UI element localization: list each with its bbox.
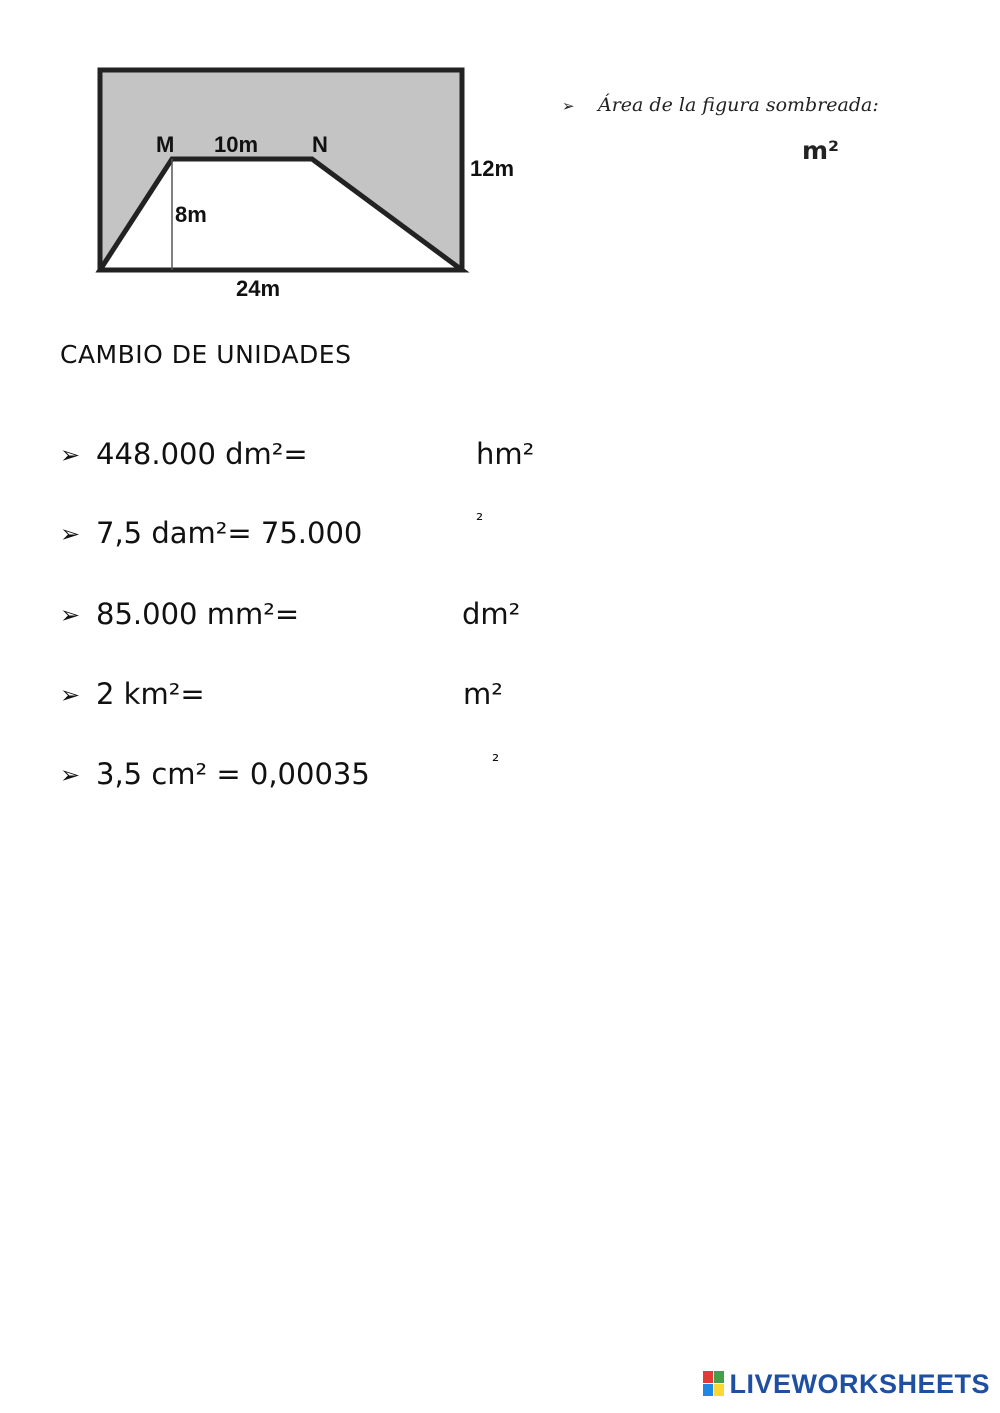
exercise-item — [60, 677, 660, 721]
arrow-bullet-icon: ➢ — [60, 520, 81, 548]
exercise-unit: dm² — [462, 597, 521, 631]
logo-square-blue — [703, 1384, 713, 1396]
logo-square-yellow — [714, 1384, 724, 1396]
label-side: 12m — [470, 156, 515, 181]
logo-text: LIVEWORKSHEETS — [729, 1368, 990, 1399]
label-top-base: 10m — [214, 132, 259, 157]
exercise-expression: 85.000 mm²= — [96, 597, 300, 631]
label-n: N — [312, 132, 328, 157]
arrow-bullet-icon: ➢ — [60, 761, 81, 789]
exercise-expression: 2 km²= — [96, 677, 205, 711]
liveworksheets-logo[interactable] — [703, 1369, 990, 1399]
label-height: 8m — [175, 202, 207, 227]
exercise-item — [60, 597, 660, 641]
exercise-expression: 7,5 dam²= 75.000 — [96, 516, 363, 550]
logo-mark-icon — [703, 1371, 725, 1397]
logo-square-red — [703, 1371, 713, 1383]
arrow-bullet-icon: ➢ — [60, 601, 81, 629]
arrow-bullet-icon: ➢ — [562, 97, 575, 115]
section-title: CAMBIO DE UNIDADES — [60, 340, 352, 369]
label-m: M — [156, 132, 175, 157]
label-bottom-base: 24m — [236, 276, 281, 301]
exercise-expression: 448.000 dm²= — [96, 437, 308, 471]
exercise-item — [60, 437, 660, 481]
exercise-item — [60, 751, 660, 801]
arrow-bullet-icon: ➢ — [60, 681, 81, 709]
exercise-unit: m² — [463, 677, 503, 711]
area-question-text: Área de la figura sombreada: — [598, 94, 879, 116]
shaded-figure — [90, 60, 530, 320]
exercise-unit: hm² — [476, 437, 535, 471]
figure-svg — [90, 60, 530, 320]
exercise-expression: 3,5 cm² = 0,00035 — [96, 757, 370, 791]
area-question — [562, 94, 879, 116]
exercise-unit: ² — [492, 751, 500, 772]
arrow-bullet-icon: ➢ — [60, 441, 81, 469]
logo-square-green — [714, 1371, 724, 1383]
area-unit: m² — [802, 136, 839, 165]
exercise-unit: ² — [476, 510, 484, 531]
exercise-item — [60, 510, 660, 560]
